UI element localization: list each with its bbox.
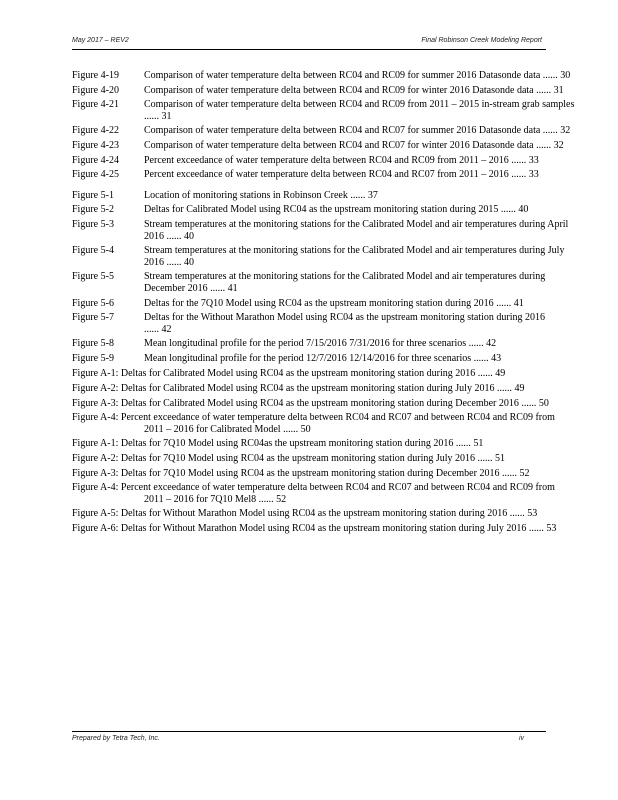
figure-caption-block [72, 398, 575, 410]
page-ref: 31 [553, 84, 564, 96]
dot-leader: ...... [475, 453, 496, 465]
page-number: iv [518, 735, 524, 742]
figure-caption-block [144, 204, 575, 216]
figure-caption: Mean longitudinal profile for the period 7/15/2016 7/31/2016 for three scenarios [144, 338, 467, 350]
figure-caption: Location of monitoring stations in Robinson Creek [144, 189, 348, 201]
dot-leader: ...... [493, 297, 514, 309]
page-ref: 41 [513, 297, 524, 309]
figure-caption-block [144, 125, 575, 137]
figure-caption: Percent exceedance of water temperature delta between RC04 and RC07 from 2011 – 2016 [144, 169, 509, 181]
figure-label: Figure A-6: [72, 523, 119, 534]
figure-caption-block [144, 245, 575, 268]
toc-entry[interactable] [72, 245, 575, 268]
toc-entry[interactable] [72, 298, 575, 310]
toc-entry[interactable] [72, 99, 575, 122]
toc-entry[interactable] [72, 219, 575, 242]
dot-leader: ...... [508, 169, 529, 181]
figure-label: Figure 4-22 [72, 125, 119, 137]
page-ref: 40 [184, 230, 194, 242]
dot-leader: ...... [453, 438, 474, 450]
figure-caption-block [144, 219, 575, 242]
figure-label: Figure 5-2 [72, 204, 114, 216]
toc-entry[interactable] [72, 204, 575, 216]
dot-leader: ...... [144, 323, 162, 335]
page-ref: 51 [495, 453, 506, 465]
figure-caption-block [144, 155, 575, 167]
toc-entry[interactable] [72, 125, 575, 137]
figure-caption-block [72, 453, 575, 465]
dot-leader: ...... [540, 125, 561, 137]
toc-entry[interactable] [72, 190, 575, 202]
list-of-figures [72, 70, 575, 535]
dot-leader: ...... [518, 397, 539, 409]
figure-caption: Comparison of water temperature delta between RC04 and RC09 from 2011 – 2015 in-stream grab samples [144, 99, 575, 111]
page-ref: 31 [161, 110, 172, 122]
dot-leader: ...... [508, 154, 529, 166]
figure-label: Figure 5-6 [72, 297, 114, 309]
figure-label: Figure A-4: [72, 412, 119, 424]
dot-leader: ...... [144, 110, 162, 122]
toc-entry[interactable] [72, 312, 575, 335]
toc-entry[interactable] [72, 438, 575, 450]
figure-label: Figure A-2: [72, 453, 119, 465]
figure-caption: Comparison of water temperature delta between RC04 and RC09 for summer 2016 Datasonde data [144, 70, 541, 81]
figure-caption: Deltas for Calibrated Model using RC04 as the upstream monitoring station during 2015 [144, 204, 499, 216]
figure-caption: Stream temperatures at the monitoring stations for the Calibrated Model and air temperatures during July 2016 [144, 245, 565, 268]
dot-leader: ...... [347, 189, 368, 201]
toc-entry[interactable] [72, 508, 575, 520]
toc-entry[interactable] [72, 453, 575, 465]
toc-entry[interactable] [72, 155, 575, 167]
page-ref: 52 [519, 467, 530, 479]
page-ref: 40 [184, 256, 194, 268]
figure-caption-block [72, 438, 575, 450]
figure-caption-block [144, 99, 575, 122]
figure-label: Figure A-1: [72, 438, 119, 450]
figure-caption: Deltas for Without Marathon Model using RC04 as the upstream monitoring station during 2016 [120, 508, 508, 520]
dot-leader: ...... [475, 368, 496, 380]
toc-entry[interactable] [72, 338, 575, 350]
toc-entry[interactable] [72, 398, 575, 410]
page-ref: 52 [276, 493, 287, 505]
dot-leader: ...... [526, 523, 547, 534]
header-date: May 2017 – REV2 [72, 37, 129, 44]
figure-label: Figure A-3: [72, 467, 119, 479]
page-header [72, 37, 546, 50]
toc-entry[interactable] [72, 271, 575, 294]
toc-entry[interactable] [72, 468, 575, 480]
toc-entry[interactable] [72, 169, 575, 181]
toc-entry[interactable] [72, 523, 575, 535]
figure-caption-block [72, 523, 575, 535]
page-footer [72, 731, 546, 747]
figure-caption: Comparison of water temperature delta between RC04 and RC07 for summer 2016 Datasonde data [144, 125, 541, 137]
page-ref: 53 [527, 508, 538, 520]
figure-caption: Deltas for 7Q10 Model using RC04 as the upstream monitoring station during July 2016 [120, 453, 476, 465]
figure-label: Figure 4-23 [72, 139, 119, 151]
dot-leader: ...... [540, 70, 561, 81]
figure-caption-block [144, 271, 575, 294]
figure-caption: Deltas for 7Q10 Model using RC04as the upstream monitoring station during 2016 [120, 438, 454, 450]
figure-label: Figure 5-8 [72, 338, 114, 350]
figure-caption: Deltas for the Without Marathon Model using RC04 as the upstream monitoring station during 2016 [144, 312, 546, 324]
page-ref: 40 [518, 204, 529, 216]
figure-caption-block [144, 312, 575, 335]
page-ref: 32 [560, 125, 571, 137]
figure-label: Figure 5-4 [72, 245, 114, 257]
page-ref: 51 [473, 438, 484, 450]
figure-label: Figure 5-1 [72, 189, 114, 201]
figure-label: Figure 4-24 [72, 154, 119, 166]
dot-leader: ...... [280, 423, 301, 435]
figure-caption: Percent exceedance of water temperature delta between RC04 and RC07 and between RC04 and RC09 from 2011 – 2016 for Calibrated Model [120, 412, 555, 435]
figure-caption-block [72, 383, 575, 395]
figure-caption: Deltas for Calibrated Model using RC04 as the upstream monitoring station during July 2016 [120, 383, 495, 395]
figure-caption-block [72, 468, 575, 480]
figure-caption: Deltas for the 7Q10 Model using RC04 as the upstream monitoring station during 2016 [144, 297, 494, 309]
figure-caption-block [144, 298, 575, 310]
figure-label: Figure 4-21 [72, 99, 119, 111]
figure-caption: Mean longitudinal profile for the period 12/7/2016 12/14/2016 for three scenarios [144, 352, 472, 364]
page-ref: 50 [538, 397, 549, 409]
toc-entry[interactable] [72, 412, 575, 435]
figure-label: Figure 4-19 [72, 70, 119, 81]
figure-label: Figure A-5: [72, 508, 119, 520]
dot-leader: ...... [533, 84, 554, 96]
dot-leader: ...... [207, 282, 228, 294]
toc-entry[interactable] [72, 368, 575, 380]
figure-label: Figure A-2: [72, 383, 119, 395]
dot-leader: ...... [471, 352, 492, 364]
toc-entry[interactable] [72, 383, 575, 395]
figure-label: Figure 5-3 [72, 218, 114, 230]
figure-caption: Percent exceedance of water temperature delta between RC04 and RC09 from 2011 – 2016 [144, 154, 509, 166]
figure-label: Figure 5-5 [72, 271, 114, 283]
dot-leader: ...... [499, 467, 520, 479]
page-ref: 49 [495, 368, 506, 380]
figure-caption-block [144, 353, 575, 365]
page-ref: 33 [528, 154, 539, 166]
dot-leader: ...... [533, 139, 554, 151]
figure-caption: Comparison of water temperature delta between RC04 and RC09 for winter 2016 Datasonde data [144, 84, 534, 96]
figure-label: Figure 4-25 [72, 169, 119, 181]
figure-label: Figure A-4: [72, 482, 119, 494]
page-ref: 37 [367, 189, 378, 201]
page-ref: 33 [528, 169, 539, 181]
figure-label: Figure 5-9 [72, 352, 114, 364]
dot-leader: ...... [494, 383, 515, 395]
toc-entry[interactable] [72, 353, 575, 365]
figure-label: Figure A-3: [72, 397, 119, 409]
dot-leader: ...... [507, 508, 528, 520]
figure-caption-block [72, 412, 575, 435]
figure-caption: Deltas for Without Marathon Model using RC04 as the upstream monitoring station during July 2016 [120, 523, 527, 534]
figure-caption: Stream temperatures at the monitoring stations for the Calibrated Model and air temperatures during December 2016 [144, 271, 546, 294]
header-report-title: Final Robinson Creek Modeling Report [421, 37, 542, 44]
toc-entry[interactable] [72, 85, 575, 97]
toc-entry[interactable] [72, 70, 575, 82]
page-ref: 49 [514, 383, 525, 395]
dot-leader: ...... [466, 338, 487, 350]
figure-caption-block [144, 338, 575, 350]
figure-caption: Deltas for Calibrated Model using RC04 as the upstream monitoring station during 2016 [120, 368, 476, 380]
figure-caption: Stream temperatures at the monitoring stations for the Calibrated Model and air temperatures during April 2016 [144, 218, 569, 242]
figure-caption-block [72, 368, 575, 380]
figure-caption: Percent exceedance of water temperature delta between RC04 and RC07 and between RC04 and RC09 from 2011 – 2016 for 7Q10 Mel8 [120, 482, 555, 505]
figure-caption-block [144, 70, 575, 82]
footer-author: Prepared by Tetra Tech, Inc. [72, 735, 160, 742]
page-ref: 43 [491, 352, 502, 364]
figure-caption-block [144, 169, 575, 181]
page-ref: 42 [486, 338, 497, 350]
figure-caption: Deltas for Calibrated Model using RC04 as the upstream monitoring station during December 2016 [120, 397, 519, 409]
figure-label: Figure A-1: [72, 368, 119, 380]
dot-leader: ...... [498, 204, 519, 216]
toc-entry[interactable] [72, 482, 575, 505]
toc-entry[interactable] [72, 140, 575, 152]
figure-label: Figure 5-7 [72, 312, 114, 324]
figure-caption-block [72, 508, 575, 520]
page-ref: 53 [546, 523, 557, 534]
dot-leader: ...... [164, 256, 184, 268]
page-ref: 41 [227, 282, 238, 294]
figure-caption-block [144, 85, 575, 97]
page-ref: 30 [560, 70, 571, 81]
figure-caption-block [144, 140, 575, 152]
dot-leader: ...... [164, 230, 184, 242]
page-ref: 42 [161, 323, 172, 335]
figure-caption-block [144, 190, 575, 202]
page-ref: 50 [300, 423, 311, 435]
figure-caption: Deltas for 7Q10 Model using RC04 as the upstream monitoring station during December 2016 [120, 467, 500, 479]
page-ref: 32 [553, 139, 564, 151]
dot-leader: ...... [256, 493, 277, 505]
figure-caption-block [72, 482, 575, 505]
figure-caption: Comparison of water temperature delta between RC04 and RC07 for winter 2016 Datasonde data [144, 139, 534, 151]
figure-label: Figure 4-20 [72, 84, 119, 96]
